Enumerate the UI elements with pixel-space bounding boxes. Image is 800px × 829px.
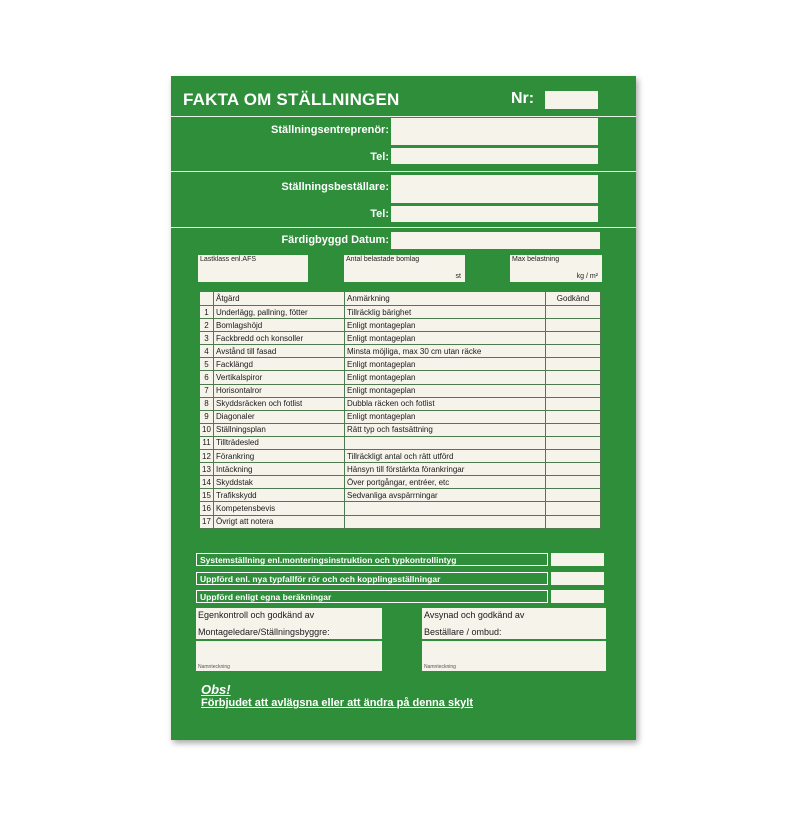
sign-right-line1: Avsynad och godkänd av <box>424 610 525 620</box>
row-number: 12 <box>200 450 214 463</box>
row-atgard: Bomlagshöjd <box>214 319 345 332</box>
table-row <box>200 319 601 332</box>
bestallare-field[interactable] <box>391 175 598 203</box>
row-number: 9 <box>200 410 214 423</box>
table-row <box>200 476 601 489</box>
check-box-typfall[interactable] <box>551 572 604 585</box>
nr-field[interactable] <box>545 91 598 109</box>
table-row <box>200 371 601 384</box>
row-anmarkning: Enligt montageplan <box>345 410 546 423</box>
row-godkand-cell[interactable] <box>546 371 601 384</box>
header-godkand: Godkänd <box>546 292 601 306</box>
row-anmarkning: Tillräckligt antal och rätt utförd <box>345 450 546 463</box>
row-number: 7 <box>200 384 214 397</box>
row-atgard: Facklängd <box>214 358 345 371</box>
row-anmarkning <box>345 515 546 528</box>
table-header-row <box>200 292 601 306</box>
row-atgard: Skyddstak <box>214 476 345 489</box>
scaffold-info-sign <box>171 76 636 740</box>
row-number: 6 <box>200 371 214 384</box>
row-anmarkning: Dubbla räcken och fotlist <box>345 397 546 410</box>
datum-field[interactable] <box>391 232 600 249</box>
sign-left-line2: Montageledare/Ställningsbyggre: <box>198 627 330 637</box>
row-anmarkning: Över portgångar, entréer, etc <box>345 476 546 489</box>
row-number: 17 <box>200 515 214 528</box>
row-anmarkning: Enligt montageplan <box>345 358 546 371</box>
table-row <box>200 436 601 449</box>
row-godkand-cell[interactable] <box>546 423 601 436</box>
sign-left-header <box>196 608 382 639</box>
row-atgard: Intäckning <box>214 463 345 476</box>
row-number: 14 <box>200 476 214 489</box>
row-anmarkning: Rätt typ och fastsättning <box>345 423 546 436</box>
row-number: 8 <box>200 397 214 410</box>
table-row <box>200 450 601 463</box>
entreprenor-tel-label: Tel: <box>370 151 389 163</box>
row-anmarkning: Sedvanliga avspärrningar <box>345 489 546 502</box>
sign-right-field[interactable] <box>422 641 606 671</box>
table-row <box>200 489 601 502</box>
row-atgard: Vertikalspiror <box>214 371 345 384</box>
bestallare-tel-label: Tel: <box>370 208 389 220</box>
divider <box>171 227 636 228</box>
bestallare-label: Ställningsbeställare: <box>281 181 389 193</box>
table-row <box>200 397 601 410</box>
row-godkand-cell[interactable] <box>546 384 601 397</box>
divider <box>171 171 636 172</box>
check-berakningar <box>196 590 548 603</box>
sign-right-name-label: Namnteckning <box>424 664 456 670</box>
row-atgard: Kompetensbevis <box>214 502 345 515</box>
sign-left-name-label: Namnteckning <box>198 664 230 670</box>
row-godkand-cell[interactable] <box>546 332 601 345</box>
sign-left-field[interactable] <box>196 641 382 671</box>
row-atgard: Övrigt att notera <box>214 515 345 528</box>
sign-right-line2: Beställare / ombud: <box>424 627 502 637</box>
row-godkand-cell[interactable] <box>546 502 601 515</box>
row-atgard: Horisontalror <box>214 384 345 397</box>
sign-left-line1: Egenkontroll och godkänd av <box>198 610 315 620</box>
row-godkand-cell[interactable] <box>546 463 601 476</box>
check-label: Uppförd enligt egna beräkningar <box>200 592 332 602</box>
row-godkand-cell[interactable] <box>546 306 601 319</box>
check-box-berakningar[interactable] <box>551 590 604 603</box>
row-atgard: Diagonaler <box>214 410 345 423</box>
row-atgard: Trafikskydd <box>214 489 345 502</box>
row-godkand-cell[interactable] <box>546 319 601 332</box>
row-number: 2 <box>200 319 214 332</box>
row-number: 15 <box>200 489 214 502</box>
bomlag-label: Antal belastade bomlag <box>346 256 420 263</box>
obs-heading: Obs! <box>201 682 231 697</box>
nr-label: Nr: <box>511 90 535 107</box>
row-number: 10 <box>200 423 214 436</box>
check-label: Systemställning enl.monteringsinstruktion och typkontrollintyg <box>200 555 457 565</box>
row-number: 3 <box>200 332 214 345</box>
row-godkand-cell[interactable] <box>546 345 601 358</box>
row-godkand-cell[interactable] <box>546 515 601 528</box>
row-number: 4 <box>200 345 214 358</box>
check-systemstallning <box>196 553 548 566</box>
header-anmarkning: Anmärkning <box>345 292 546 306</box>
row-atgard: Avstånd till fasad <box>214 345 345 358</box>
sign-right-header <box>422 608 606 639</box>
row-godkand-cell[interactable] <box>546 410 601 423</box>
row-anmarkning: Hänsyn till förstärkta förankringar <box>345 463 546 476</box>
header-num <box>200 292 214 306</box>
sign-title: FAKTA OM STÄLLNINGEN <box>183 90 400 109</box>
table-row <box>200 515 601 528</box>
row-anmarkning <box>345 502 546 515</box>
table-row <box>200 410 601 423</box>
lastklass-label: Lastklass enl.AFS <box>200 256 257 263</box>
row-anmarkning: Enligt montageplan <box>345 384 546 397</box>
row-atgard: Tillträdesled <box>214 436 345 449</box>
row-atgard: Underlägg, pallning, fötter <box>214 306 345 319</box>
table-row <box>200 463 601 476</box>
row-number: 13 <box>200 463 214 476</box>
divider <box>171 116 636 117</box>
row-number: 16 <box>200 502 214 515</box>
row-anmarkning: Minsta möjliga, max 30 cm utan räcke <box>345 345 546 358</box>
bomlag-unit: st <box>455 273 461 280</box>
check-typfall <box>196 572 548 585</box>
header-atgard: Åtgärd <box>214 292 345 306</box>
max-belastning-label: Max belastning <box>512 256 560 263</box>
check-label: Uppförd enl. nya typfallför rör och och kopplingsställningar <box>200 574 441 584</box>
checklist-table <box>199 291 601 529</box>
row-number: 1 <box>200 306 214 319</box>
row-anmarkning: Enligt montageplan <box>345 319 546 332</box>
row-atgard: Fackbredd och konsoller <box>214 332 345 345</box>
row-atgard: Ställningsplan <box>214 423 345 436</box>
entreprenor-label: Ställningsentreprenör: <box>271 124 389 136</box>
row-atgard: Skyddsräcken och fotlist <box>214 397 345 410</box>
row-anmarkning: Enligt montageplan <box>345 332 546 345</box>
row-godkand-cell[interactable] <box>546 476 601 489</box>
table-row <box>200 332 601 345</box>
row-anmarkning: Enligt montageplan <box>345 371 546 384</box>
row-number: 5 <box>200 358 214 371</box>
max-belastning-field[interactable] <box>510 255 602 282</box>
row-anmarkning: Tillräcklig bärighet <box>345 306 546 319</box>
lastklass-field[interactable] <box>198 255 308 282</box>
bomlag-field[interactable] <box>344 255 465 282</box>
row-godkand-cell[interactable] <box>546 450 601 463</box>
row-godkand-cell[interactable] <box>546 397 601 410</box>
row-godkand-cell[interactable] <box>546 358 601 371</box>
table-row <box>200 502 601 515</box>
row-anmarkning <box>345 436 546 449</box>
row-atgard: Förankring <box>214 450 345 463</box>
row-godkand-cell[interactable] <box>546 489 601 502</box>
table-row <box>200 384 601 397</box>
max-belastning-unit: kg / m² <box>576 273 598 280</box>
table-row <box>200 423 601 436</box>
entreprenor-tel-field[interactable] <box>391 148 598 164</box>
table-row <box>200 345 601 358</box>
table-row <box>200 306 601 319</box>
entreprenor-field[interactable] <box>391 118 598 145</box>
row-godkand-cell[interactable] <box>546 436 601 449</box>
datum-label: Färdigbyggd Datum: <box>281 234 389 246</box>
row-number: 11 <box>200 436 214 449</box>
warning-text: Förbjudet att avlägsna eller att ändra på denna skylt <box>201 697 474 709</box>
table-row <box>200 358 601 371</box>
bestallare-tel-field[interactable] <box>391 206 598 222</box>
check-box-systemstallning[interactable] <box>551 553 604 566</box>
